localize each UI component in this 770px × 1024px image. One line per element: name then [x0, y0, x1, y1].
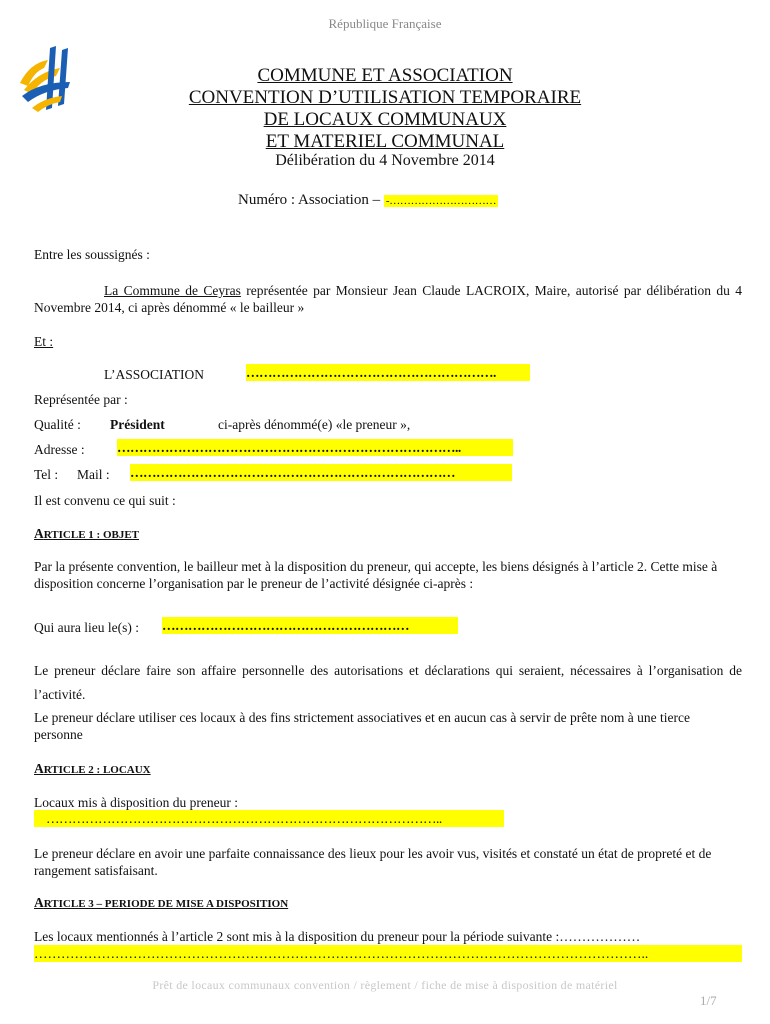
qualite-label: Qualité :	[34, 417, 81, 432]
mail-label: Mail :	[77, 467, 110, 482]
lieu-label: Qui aura lieu le(s) :	[34, 620, 139, 635]
article-3-heading	[34, 895, 288, 911]
intro-text: Entre les soussignés :	[34, 247, 150, 262]
tel-label: Tel :	[34, 467, 59, 482]
represented-text: Représentée par :	[34, 392, 128, 407]
title-line-4: ET MATERIEL COMMUNAL	[265, 131, 505, 152]
title-line-3: DE LOCAUX COMMUNAUX	[263, 109, 507, 130]
commune-paragraph	[34, 282, 742, 316]
numero-blank[interactable]: -…………………………	[385, 195, 497, 207]
footer-text: Prêt de locaux communaux convention / règlement / fiche de mise à disposition de matériel	[152, 978, 618, 992]
article-2-paragraph: Le preneur déclare en avoir une parfaite connaissance des lieux pour les avoir vus, visités et constaté un état de propreté et de rangement satisfaisant.	[34, 846, 712, 878]
document-title	[140, 65, 630, 153]
association-label: L’ASSOCIATION	[104, 367, 205, 382]
preneur-text: ci-après dénommé(e) «le preneur »,	[218, 417, 411, 432]
article-3-title: RTICLE 3 – PERIODE DE MISE A DISPOSITION	[43, 898, 289, 910]
et-text: Et :	[34, 334, 54, 349]
tel-mail-blank[interactable]: …………………………………………………………………	[130, 464, 512, 481]
adresse-label: Adresse :	[34, 442, 85, 457]
article-1-paragraph-2: Le preneur déclare faire son affaire personnelle des autorisations et déclarations qui seraient, nécessaires à l’organisation de l’activité.	[34, 663, 742, 702]
title-line-2: CONVENTION D’UTILISATION TEMPORAIRE	[188, 87, 582, 108]
period-blank[interactable]: ………………………………………………………………………………………………………………………..	[34, 945, 742, 962]
locaux-blank[interactable]: ………………………………………………………………………………..	[34, 810, 504, 827]
article-1-heading	[34, 526, 139, 542]
qualite-value: Président	[110, 417, 165, 432]
association-blank[interactable]: ………………………………………………….	[246, 364, 530, 381]
convenu-text: Il est convenu ce qui suit :	[34, 493, 176, 508]
title-line-1: COMMUNE ET ASSOCIATION	[257, 65, 513, 86]
locaux-label: Locaux mis à disposition du preneur :	[34, 795, 238, 810]
adresse-blank[interactable]: ……………………………………………………………………..	[117, 439, 513, 456]
commune-text: représentée par Monsieur Jean Claude LACROIX, Maire, autorisé par délibération du 4 Novembre 2014, ci après dénommé « le bailleur »	[34, 283, 742, 315]
commune-logo-icon	[10, 38, 90, 118]
article-1-paragraph-3: Le preneur déclare utiliser ces locaux à des fins strictement associatives et en aucun cas à servir de prête nom à une tierce personne	[34, 710, 690, 742]
commune-name: La Commune de Ceyras	[104, 283, 241, 298]
article-1-paragraph-1: Par la présente convention, le bailleur met à la disposition du preneur, qui accepte, les biens désignés à l’article 2. Cette mise à disposition concerne l’organisation par le preneur de l’activité désignée ci-après :	[34, 559, 718, 591]
article-3-paragraph: Les locaux mentionnés à l’article 2 sont mis à la disposition du preneur pour la période suivante :………………	[34, 929, 641, 944]
article-3-initial: A	[34, 895, 44, 910]
numero-line	[238, 192, 498, 209]
article-1-title: RTICLE 1 : OBJET	[43, 529, 140, 541]
article-2-heading	[34, 761, 151, 777]
republic-header: République Française	[328, 16, 442, 31]
article-1-initial: A	[34, 526, 44, 541]
numero-label: Numéro : Association –	[238, 192, 381, 208]
deliberation-date: Délibération du 4 Novembre 2014	[275, 152, 495, 169]
page-number: 1/7	[700, 993, 717, 1008]
lieu-blank[interactable]: …………………………………………………	[162, 617, 458, 634]
article-2-initial: A	[34, 761, 44, 776]
article-2-title: RTICLE 2 : LOCAUX	[43, 764, 151, 776]
